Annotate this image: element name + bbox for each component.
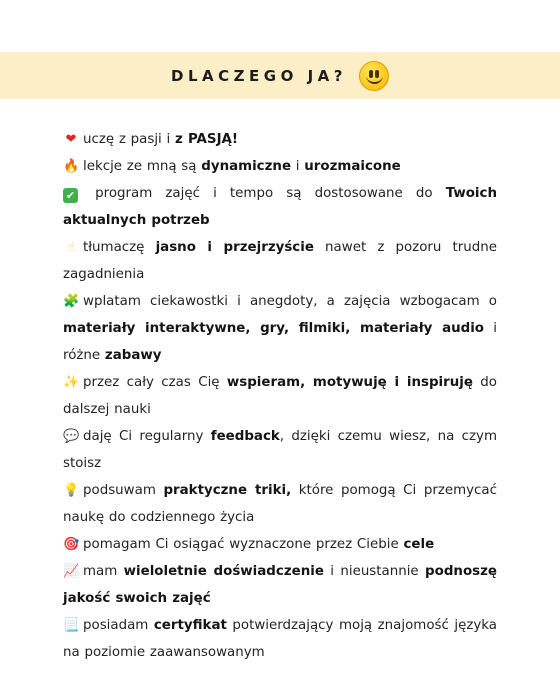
list-item: 💡 podsuwam praktyczne triki, które pomogą Ci przemycać naukę do codziennego życia: [63, 477, 497, 531]
check-mark-icon: ✔: [63, 188, 78, 203]
list-item: 📃 posiadam certyfikat potwierdzający moją znajomość języka na poziomie zaawansowanym: [63, 612, 497, 666]
list-item: 🎯 pomagam Ci osiągać wyznaczone przez Ciebie cele: [63, 531, 497, 558]
puzzle-piece-icon: 🧩: [63, 294, 80, 309]
pointing-hand-icon: ☝: [67, 240, 75, 255]
speech-bubble-icon: 💬: [63, 429, 80, 444]
list-item: 📈 mam wieloletnie doświadczenie i nieustannie podnoszę jakość swoich zajęć: [63, 558, 497, 612]
smiley-face-icon: [359, 61, 389, 91]
chart-increasing-icon: 📈: [63, 564, 80, 579]
page-title: DLACZEGO JA?: [171, 66, 347, 85]
list-item: ✔ program zajęć i tempo są dostosowane do Twoich aktualnych potrzeb: [63, 186, 497, 228]
sparkles-icon: ✨: [63, 375, 80, 390]
document-icon: 📃: [63, 618, 80, 633]
list-item: 🧩 wplatam ciekawostki i anegdoty, a zajęcia wzbogacam o materiały interaktywne, gry, filmiki, materiały audio i różne zabawy: [63, 288, 497, 369]
list-item: ❤ uczę z pasji i z PASJĄ!: [63, 126, 497, 153]
fire-icon: 🔥: [63, 159, 80, 174]
list-item: 🔥 lekcje ze mną są dynamiczne i urozmaicone: [63, 153, 497, 180]
red-heart-icon: ❤: [65, 132, 77, 147]
list-item: ☝ tłumaczę jasno i przejrzyście nawet z pozoru trudne zagadnienia: [63, 234, 497, 288]
list-item: 💬 daję Ci regularny feedback, dzięki czemu wiesz, na czym stoisz: [63, 423, 497, 477]
target-icon: 🎯: [63, 537, 80, 552]
light-bulb-icon: 💡: [63, 483, 80, 498]
list-item: ✨ przez cały czas Cię wspieram, motywuję i inspiruję do dalszej nauki: [63, 369, 497, 423]
header-banner: [0, 52, 560, 99]
reasons-list: [63, 126, 497, 666]
